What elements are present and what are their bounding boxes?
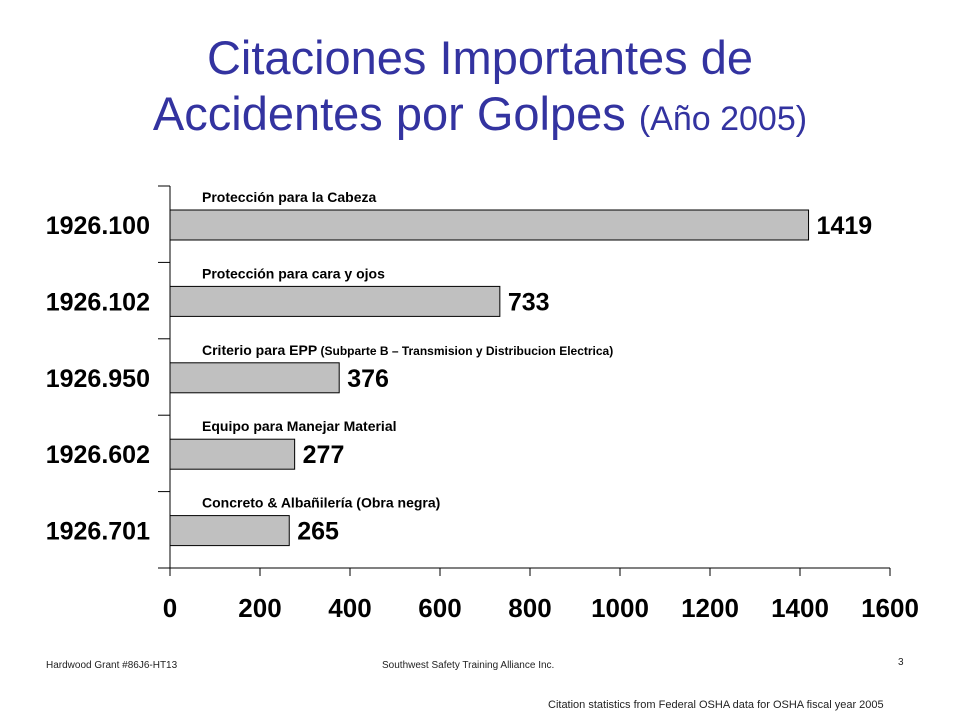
title-suffix: (Año 2005) [638,100,808,138]
x-tick-label: 800 [508,593,552,623]
category-description: Protección para la Cabeza [202,189,377,205]
x-tick-label: 1600 [861,593,919,623]
x-tick-label: 600 [418,593,462,623]
x-tick-label: 1200 [681,593,739,623]
x-tick-label: 200 [238,593,282,623]
data-label: 1419 [816,212,873,240]
category-description-extra: (Subparte B – Transmision y Distribucion Electrica) [317,343,614,358]
x-tick-label: 0 [162,593,178,623]
footer-grant: Hardwood Grant #86J6-HT13 [46,660,178,671]
data-label: 277 [302,441,345,470]
bar [170,363,339,393]
category-label: 1926.102 [45,288,150,317]
x-tick-label: 1400 [771,593,829,623]
source-note: Citation statistics from Federal OSHA data for OSHA fiscal year 2005 [548,699,884,711]
category-description: Criterio para EPP (Subparte B – Transmision y Distribucion Electrica) [202,341,614,358]
category-label: 1926.701 [45,517,150,546]
category-description: Protección para cara y ojos [202,265,385,282]
category-label: 1926.100 [45,212,150,240]
x-tick-label: 400 [328,593,372,623]
data-label: 265 [297,517,339,546]
bar [170,439,295,469]
category-label: 1926.602 [45,441,150,470]
data-label: 376 [347,364,389,393]
category-label: 1926.950 [45,364,150,393]
category-description: Equipo para Manejar Material [202,418,397,435]
bar [170,286,500,316]
data-label: 733 [507,288,550,317]
title-main: Accidentes por Golpes [152,87,626,140]
page-number: 3 [898,657,904,668]
footer-organization: Southwest Safety Training Alliance Inc. [382,660,555,671]
category-description: Concreto & Albañilería (Obra negra) [202,494,441,511]
x-tick-label: 1000 [591,593,649,623]
bar [170,210,809,240]
title-line-1: Citaciones Importantes de [206,31,753,84]
bar [170,516,289,546]
